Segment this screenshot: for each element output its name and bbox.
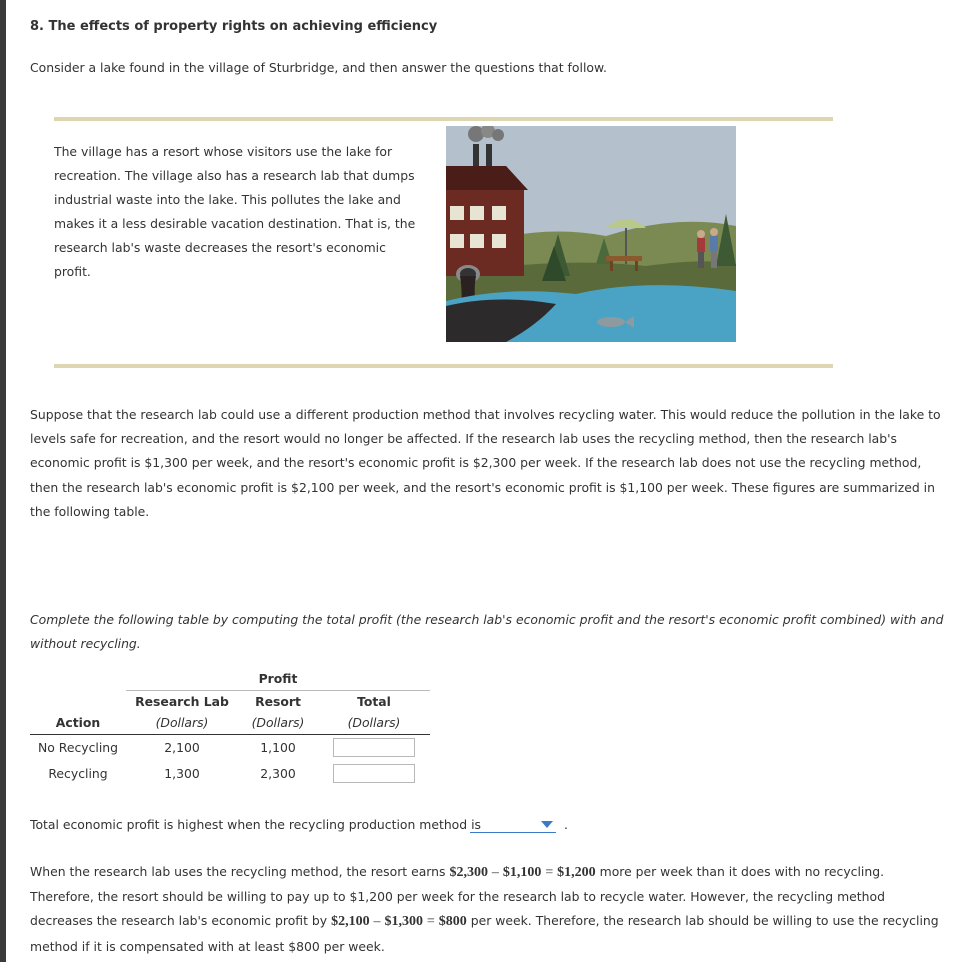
scenario-text: The village has a resort whose visitors use the lake for recreation. The village also has a research lab that dumps industrial waste into the lake. This pollutes the lake and makes it a less desirable vacation destination. That is, the research lab's waste decreases the resort's economic profit.: [54, 144, 416, 279]
intro-text: Consider a lake found in the village of Sturbridge, and then answer the questions that follow.: [30, 60, 607, 75]
cell-lab-no-recycling: 2,100: [164, 739, 200, 755]
question-period: .: [564, 817, 568, 832]
lake-pollution-illustration: [446, 126, 736, 342]
lab-loss: $800: [438, 914, 467, 930]
explanation-part-3: per week. Therefore, the research lab should be willing to use the recycling method if it is compensated with at least $800 per week.: [30, 913, 939, 954]
row-action-recycling: Recycling: [48, 765, 108, 781]
cell-lab-recycling: 1,300: [164, 765, 200, 781]
recycling-method-dropdown[interactable]: [470, 816, 556, 833]
minus-sign: –: [373, 914, 381, 930]
unit-research-lab: (Dollars): [155, 715, 209, 731]
resort-profit-recycling: $2,300: [449, 865, 488, 880]
col-header-action: Action: [55, 715, 101, 731]
explanation-paragraph: [30, 860, 945, 959]
resort-gain: $1,200: [557, 865, 596, 880]
table-row: [30, 734, 430, 760]
lab-profit-no-recycling: $2,100: [331, 914, 370, 930]
unit-resort: (Dollars): [251, 715, 305, 731]
resort-profit-no-recycling: $1,100: [502, 865, 542, 880]
lab-profit-recycling: $1,300: [384, 914, 423, 930]
total-input-no-recycling[interactable]: [333, 738, 415, 757]
minus-sign: –: [491, 865, 499, 880]
unit-total: (Dollars): [347, 715, 401, 731]
left-edge-bar: [0, 0, 6, 962]
col-header-research-lab: Research Lab: [135, 693, 229, 709]
table-instructions: Complete the following table by computing the total profit (the research lab's economic profit and the resort's economic profit combined) with and without recycling.: [30, 612, 944, 652]
explanation-part-2: more per week than it does with no recycling. Therefore, the resort should be willing to pay up to $1,200 per week for the research lab to recycle water. However, the recycling method decreases the research lab's economic profit by: [30, 864, 885, 929]
col-header-resort: Resort: [255, 693, 301, 709]
equals-sign: =: [545, 865, 554, 880]
top-divider: [54, 117, 833, 121]
profit-group-header: Profit: [126, 668, 430, 690]
row-action-no-recycling: No Recycling: [37, 739, 119, 755]
suppose-paragraph: Suppose that the research lab could use a different production method that involves recycling water. This would reduce the pollution in the lake to levels safe for recreation, and the resort would no longer be affected. If the research lab uses the recycling method, then the research lab's economic profit is $1,300 per week, and the resort's economic profit is $2,300 per week. If the research lab does not use the recycling method, then the research lab's economic profit is $2,100 per week, and the resort's economic profit is $1,100 per week. These figures are summarized in the following table.: [30, 407, 941, 519]
chevron-down-icon: [541, 821, 553, 828]
table-row: [30, 760, 430, 786]
cell-resort-no-recycling: 1,100: [260, 739, 296, 755]
profit-table: [30, 668, 430, 786]
explanation-part-1: When the research lab uses the recycling method, the resort earns: [30, 864, 446, 879]
bottom-divider: [54, 364, 833, 368]
equals-sign: =: [426, 914, 435, 930]
total-input-recycling[interactable]: [333, 764, 415, 783]
col-header-total: Total: [357, 693, 391, 709]
dropdown-question: Total economic profit is highest when the recycling production method is: [30, 817, 481, 832]
cell-resort-recycling: 2,300: [260, 765, 296, 781]
question-title: 8. The effects of property rights on achieving efficiency: [30, 19, 438, 34]
